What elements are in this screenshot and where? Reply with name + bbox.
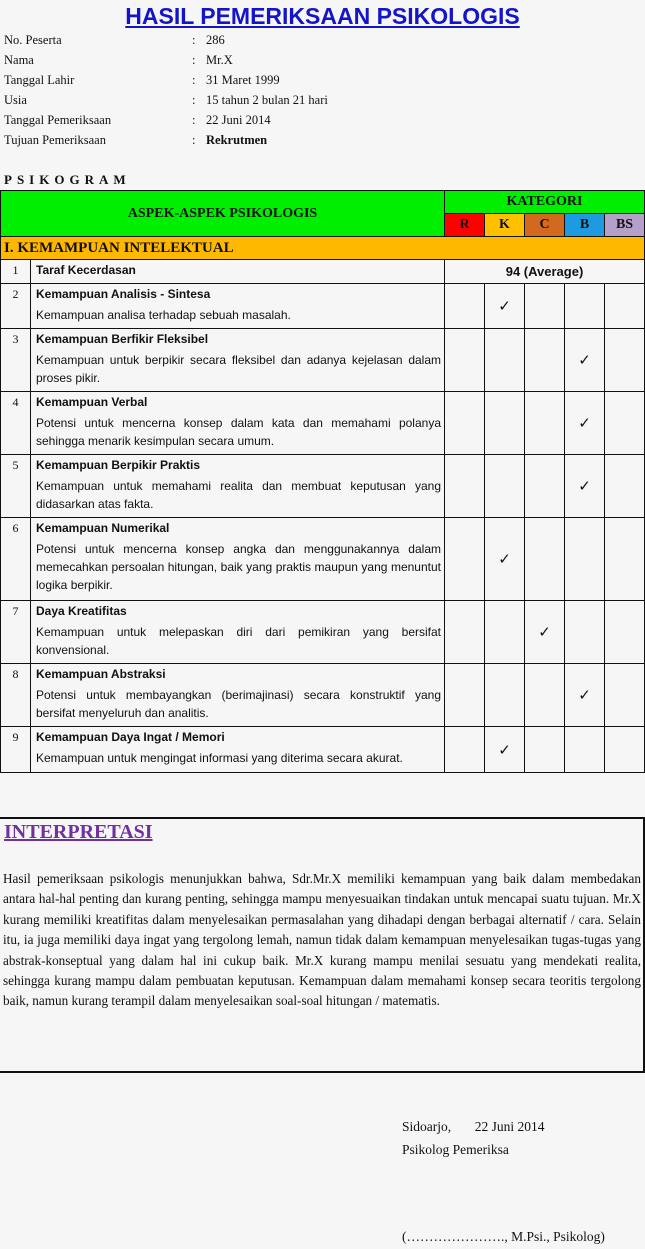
info-value: 15 tahun 2 bulan 21 hari xyxy=(206,93,328,107)
aspect-name: Kemampuan Berfikir Fleksibel xyxy=(36,332,209,346)
info-colon: : xyxy=(192,53,196,67)
aspect-name: Kemampuan Numerikal xyxy=(36,521,170,535)
aspect-name: Kemampuan Verbal xyxy=(36,395,148,409)
row-number: 3 xyxy=(1,329,31,392)
row-number: 4 xyxy=(1,392,31,455)
aspect-description: Kemampuan untuk mengingat informasi yang diterima secara akurat. xyxy=(36,751,403,765)
info-label: Usia xyxy=(4,93,27,107)
table-row xyxy=(1,664,645,727)
psikogram-label: PSIKOGRAM xyxy=(4,172,131,187)
row-number: 5 xyxy=(1,455,31,518)
aspect-name: Kemampuan Abstraksi xyxy=(36,667,166,681)
check-c xyxy=(525,601,565,664)
info-value: 286 xyxy=(206,33,225,47)
section-header: I. KEMAMPUAN INTELEKTUAL xyxy=(1,237,645,260)
empty-cell xyxy=(565,284,605,329)
empty-cell xyxy=(445,329,485,392)
empty-cell xyxy=(605,455,645,518)
empty-cell xyxy=(485,664,525,727)
table-row xyxy=(1,392,645,455)
aspect-name: Kemampuan Daya Ingat / Memori xyxy=(36,730,225,744)
info-colon: : xyxy=(192,133,196,147)
empty-cell xyxy=(605,601,645,664)
empty-cell xyxy=(565,518,605,601)
interpretation-text: Hasil pemeriksaan psikologis menunjukkan bahwa, Sdr.Mr.X memiliki kemampuan yang baik dalam membedakan antara hal-hal penting dan kurang penting, sehingga mampu menyesuaikan tindakan untuk mencapai suatu tujuan. Mr.X kurang memiliki kreatifitas dalam menyelesaikan permasalahan yang dihadapi dengan berbagai alternatif / cara. Selain itu, ia juga memiliki daya ingat yang tergolong lemah, namun tidak dalam kemampuan menyelesaikan tugas-tugas yang abstrak-konseptual yang dalam hal ini cukup baik. Mr.X kurang mampu menilai sesuatu yang mendekati realita, sehingga kurang mampu dalam pembuatan keputusan. Kemampuan dalam memahami konsep secara teoritis tergolong baik, namun kurang terampil dalam menyelesaikan soal-soal hitungan / matematis. xyxy=(3,871,641,1009)
empty-cell xyxy=(525,284,565,329)
empty-cell xyxy=(445,664,485,727)
check-icon: ✓ xyxy=(498,298,511,315)
check-icon: ✓ xyxy=(578,687,591,704)
category-bs: BS xyxy=(605,214,645,237)
info-label: Tujuan Pemeriksaan xyxy=(4,133,106,147)
empty-cell xyxy=(605,329,645,392)
info-value: 22 Juni 2014 xyxy=(206,113,271,127)
signature-name: (…………………., M.Psi., Psikolog) xyxy=(402,1229,605,1244)
check-k xyxy=(485,518,525,601)
check-k xyxy=(485,284,525,329)
info-colon: : xyxy=(192,33,196,47)
check-b xyxy=(565,664,605,727)
aspect-description: Potensi untuk membayangkan (berimajinasi) secara konstruktif yang bersifat menyeluruh dan analitis. xyxy=(36,688,441,720)
category-header: KATEGORI xyxy=(445,191,645,214)
row-number: 8 xyxy=(1,664,31,727)
info-label: No. Peserta xyxy=(4,33,62,47)
check-b xyxy=(565,329,605,392)
empty-cell xyxy=(445,727,485,773)
empty-cell xyxy=(525,518,565,601)
aspect-description: Potensi untuk mencerna konsep angka dan menggunakannya dalam memecahkan persoalan hitungan, baik yang praktis maupun yang menuntut logika berpikir. xyxy=(36,542,441,592)
info-row xyxy=(4,93,504,113)
aspect-name: Kemampuan Berpikir Praktis xyxy=(36,458,201,472)
table-row xyxy=(1,601,645,664)
check-icon: ✓ xyxy=(538,624,551,641)
info-row xyxy=(4,33,504,53)
page-title: HASIL PEMERIKSAAN PSIKOLOGIS xyxy=(125,3,520,29)
empty-cell xyxy=(525,329,565,392)
aspect-description: Kemampuan untuk memahami realita dan membuat keputusan yang didasarkan atas fakta. xyxy=(36,479,441,511)
check-icon: ✓ xyxy=(578,415,591,432)
info-colon: : xyxy=(192,113,196,127)
table-row xyxy=(1,329,645,392)
check-icon: ✓ xyxy=(578,352,591,369)
row-number: 1 xyxy=(1,260,31,284)
info-row xyxy=(4,113,504,133)
empty-cell xyxy=(525,455,565,518)
aspect-name: Daya Kreatifitas xyxy=(36,604,127,618)
info-row xyxy=(4,133,504,153)
empty-cell xyxy=(445,284,485,329)
participant-info xyxy=(4,33,504,153)
aspect-description: Kemampuan untuk melepaskan diri dari pemikiran yang bersifat konvensional. xyxy=(36,625,441,657)
empty-cell xyxy=(605,727,645,773)
empty-cell xyxy=(445,392,485,455)
table-row xyxy=(1,455,645,518)
row-number: 6 xyxy=(1,518,31,601)
empty-cell xyxy=(445,601,485,664)
interpretation-box xyxy=(0,817,645,1073)
empty-cell xyxy=(605,664,645,727)
empty-cell xyxy=(565,727,605,773)
check-k xyxy=(485,727,525,773)
info-row xyxy=(4,53,504,73)
empty-cell xyxy=(485,601,525,664)
empty-cell xyxy=(485,392,525,455)
row-number: 2 xyxy=(1,284,31,329)
signature-place-date: Sidoarjo, 22 Juni 2014 xyxy=(402,1119,545,1134)
signature-role: Psikolog Pemeriksa xyxy=(402,1142,509,1157)
empty-cell xyxy=(485,329,525,392)
check-b xyxy=(565,455,605,518)
aspect-description: Potensi untuk mencerna konsep dalam kata dan memahami polanya sehingga menarik kesimpulan secara umum. xyxy=(36,416,441,448)
info-value: 31 Maret 1999 xyxy=(206,73,280,87)
table-row xyxy=(1,727,645,773)
empty-cell xyxy=(525,392,565,455)
table-row xyxy=(1,518,645,601)
empty-cell xyxy=(445,455,485,518)
category-b: B xyxy=(565,214,605,237)
empty-cell xyxy=(605,518,645,601)
info-label: Nama xyxy=(4,53,34,67)
info-row xyxy=(4,73,504,93)
aspect-name: Taraf Kecerdasan xyxy=(31,260,445,284)
aspect-header: ASPEK-ASPEK PSIKOLOGIS xyxy=(1,191,445,237)
check-icon: ✓ xyxy=(498,741,511,759)
aspect-description: Kemampuan untuk berpikir secara fleksibel dan adanya kejelasan dalam proses pikir. xyxy=(36,353,441,385)
check-b xyxy=(565,392,605,455)
check-icon: ✓ xyxy=(578,478,591,495)
empty-cell xyxy=(485,455,525,518)
info-label: Tanggal Lahir xyxy=(4,73,75,87)
psikogram-table xyxy=(0,190,645,773)
table-row xyxy=(1,284,645,329)
info-colon: : xyxy=(192,93,196,107)
info-value: Rekrutmen xyxy=(206,133,268,147)
empty-cell xyxy=(605,284,645,329)
empty-cell xyxy=(525,664,565,727)
row-number: 7 xyxy=(1,601,31,664)
empty-cell xyxy=(445,518,485,601)
check-icon: ✓ xyxy=(498,551,511,568)
interpretation-heading: INTERPRETASI xyxy=(4,821,153,843)
aspect-description: Kemampuan analisa terhadap sebuah masalah. xyxy=(36,308,291,322)
iq-score: 94 (Average) xyxy=(445,260,645,284)
info-value: Mr.X xyxy=(206,53,233,67)
empty-cell xyxy=(605,392,645,455)
category-c: C xyxy=(525,214,565,237)
info-label: Tanggal Pemeriksaan xyxy=(4,113,112,127)
empty-cell xyxy=(525,727,565,773)
category-k: K xyxy=(485,214,525,237)
category-r: R xyxy=(445,214,485,237)
info-colon: : xyxy=(192,73,196,87)
row-number: 9 xyxy=(1,727,31,773)
aspect-name: Kemampuan Analisis - Sintesa xyxy=(36,287,211,301)
empty-cell xyxy=(565,601,605,664)
